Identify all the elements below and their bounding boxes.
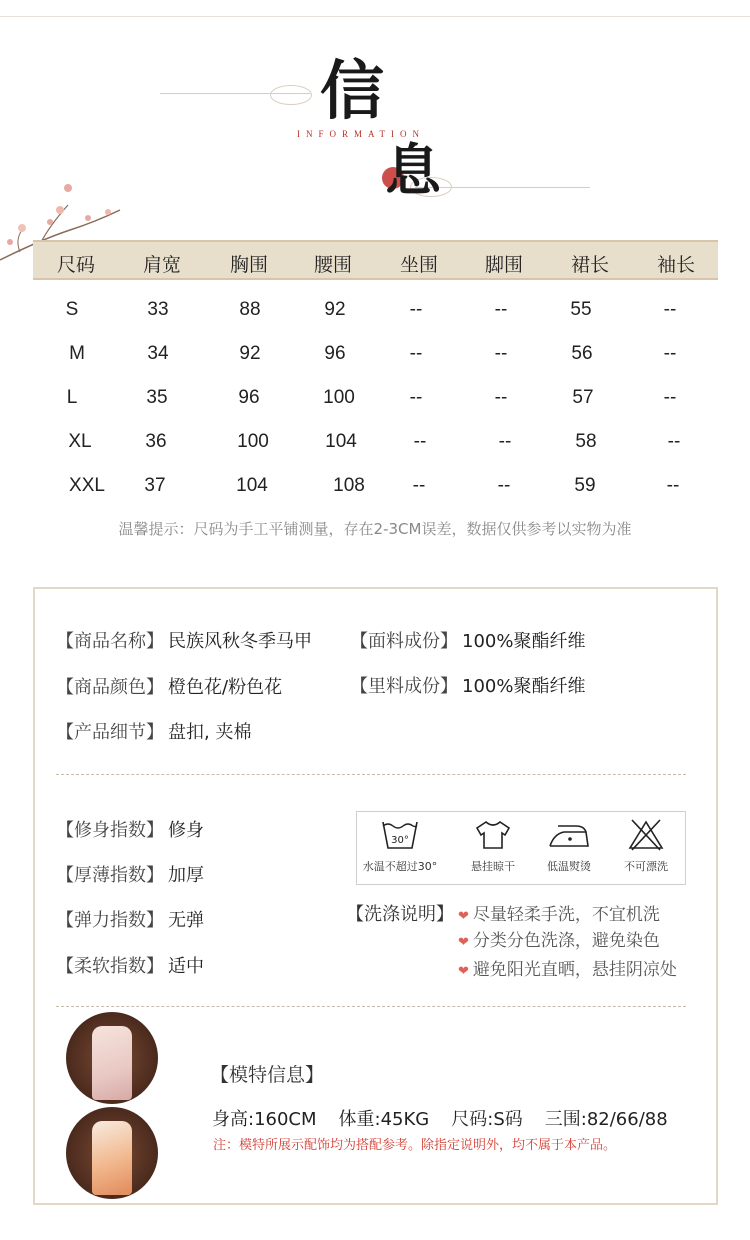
- table-cell: --: [663, 299, 677, 320]
- table-cell: 92: [324, 299, 346, 320]
- model-weight: 体重:45KG: [338, 1109, 430, 1130]
- title-char-2: 息: [385, 138, 441, 204]
- title-char-1: 信: [320, 54, 384, 129]
- table-cell: --: [494, 387, 508, 408]
- soft-index: [56, 952, 204, 978]
- size-row-xl: [0, 431, 750, 461]
- lining-label: 【里料成份】: [350, 676, 458, 697]
- col-hem: 脚围: [484, 254, 524, 276]
- size-row-m: [0, 343, 750, 373]
- no-bleach-caption: 不可漂洗: [624, 860, 668, 873]
- model-photo-orange: [66, 1107, 158, 1199]
- table-cell: --: [663, 387, 677, 408]
- size-tip: 温馨提示：尺码为手工平铺测量，存在2-3CM误差，数据仅供参考以实物为准: [118, 520, 632, 538]
- no-bleach-item: [605, 818, 687, 874]
- model-size: 尺码:S码: [451, 1109, 523, 1130]
- svg-text:30°: 30°: [391, 835, 409, 846]
- vest-orange: [92, 1121, 132, 1195]
- table-cell: XL: [68, 431, 92, 452]
- cloud-ornament: [270, 85, 312, 105]
- soft-index-label: 【柔软指数】: [56, 956, 164, 977]
- care-icons-box: [356, 811, 686, 885]
- size-table-header: [33, 240, 718, 280]
- table-cell: 104: [236, 475, 268, 496]
- table-cell: 35: [146, 387, 168, 408]
- table-cell: --: [498, 431, 512, 452]
- table-cell: 108: [333, 475, 365, 496]
- hang-dry-icon: [473, 818, 513, 852]
- fabric: [350, 627, 585, 653]
- elastic-index: [56, 906, 204, 932]
- table-cell: XXL: [69, 475, 105, 496]
- table-cell: 56: [571, 343, 593, 364]
- table-cell: --: [412, 475, 426, 496]
- model-photo-pink: [66, 1012, 158, 1104]
- title-english: INFORMATION: [297, 129, 426, 139]
- table-cell: --: [409, 343, 423, 364]
- vest-pink: [92, 1026, 132, 1100]
- thickness-index-label: 【厚薄指数】: [56, 865, 164, 886]
- table-cell: 57: [572, 387, 594, 408]
- table-cell: 55: [570, 299, 592, 320]
- no-bleach-icon: [626, 818, 666, 852]
- col-chest: 胸围: [229, 254, 269, 276]
- product-detail: [56, 718, 251, 744]
- col-waist: 腰围: [313, 254, 353, 276]
- table-cell: --: [494, 343, 508, 364]
- hang-dry-caption: 悬挂晾干: [471, 860, 515, 873]
- product-color-label: 【商品颜色】: [56, 677, 164, 698]
- table-cell: 59: [574, 475, 596, 496]
- care-line-2: ❤ 分类分色洗涤，避免染色: [458, 931, 660, 951]
- heart-icon: ❤: [458, 909, 469, 924]
- care-line-3: ❤ 避免阳光直晒，悬挂阴凉处: [458, 960, 677, 980]
- table-cell: --: [666, 475, 680, 496]
- table-cell: 100: [237, 431, 269, 452]
- thickness-index: [56, 861, 204, 887]
- table-cell: 104: [325, 431, 357, 452]
- table-cell: --: [413, 431, 427, 452]
- care-line-1: ❤ 尽量轻柔手洗，不宜机洗: [458, 905, 660, 925]
- soft-index-value: 适中: [168, 956, 204, 977]
- table-cell: --: [409, 299, 423, 320]
- elastic-index-label: 【弹力指数】: [56, 910, 164, 931]
- table-cell: 58: [575, 431, 597, 452]
- fabric-label: 【面料成份】: [350, 631, 458, 652]
- model-measure: 三围:82/66/88: [544, 1109, 668, 1130]
- dashed-divider-2: [56, 1006, 686, 1007]
- table-cell: --: [497, 475, 511, 496]
- table-cell: 36: [145, 431, 167, 452]
- product-name-label: 【商品名称】: [56, 631, 164, 652]
- table-cell: --: [494, 299, 508, 320]
- lining: [350, 672, 585, 698]
- wash-30-caption: 水温不超过30°: [362, 860, 438, 873]
- thickness-index-value: 加厚: [168, 865, 204, 886]
- fit-index: [56, 816, 204, 842]
- product-color: [56, 673, 282, 699]
- size-row-s: [0, 299, 750, 329]
- col-size: 尺码: [56, 254, 96, 276]
- product-color-value: 橙色花/粉色花: [168, 677, 283, 698]
- table-cell: L: [66, 387, 78, 408]
- fit-index-value: 修身: [168, 820, 204, 841]
- product-detail-value: 盘扣, 夹棉: [168, 722, 252, 743]
- care-title: 【洗涤说明】: [346, 904, 454, 925]
- wash-30-icon: [380, 818, 420, 852]
- table-cell: 37: [144, 475, 166, 496]
- product-name: [56, 627, 312, 653]
- col-sleeve: 袖长: [656, 254, 696, 276]
- wash-30-item: [359, 818, 441, 874]
- model-height: 身高:160CM: [212, 1109, 317, 1130]
- low-iron-item: [528, 818, 610, 874]
- hang-dry-item: [452, 818, 534, 874]
- model-title: 【模特信息】: [210, 1064, 325, 1086]
- fit-index-label: 【修身指数】: [56, 820, 164, 841]
- low-iron-icon: [546, 818, 592, 852]
- table-cell: 33: [147, 299, 169, 320]
- model-note: 注：模特所展示配饰均为搭配参考。除指定说明外，均不属于本产品。: [213, 1138, 617, 1153]
- low-iron-caption: 低温熨烫: [547, 860, 591, 873]
- table-cell: 96: [324, 343, 346, 364]
- table-cell: M: [69, 343, 85, 364]
- table-cell: 92: [239, 343, 261, 364]
- col-length: 裙长: [570, 254, 610, 276]
- table-cell: 96: [238, 387, 260, 408]
- product-name-value: 民族风秋冬季马甲: [168, 631, 312, 652]
- table-cell: --: [663, 343, 677, 364]
- info-header: [160, 55, 590, 215]
- elastic-index-value: 无弹: [168, 910, 204, 931]
- table-cell: --: [409, 387, 423, 408]
- table-cell: S: [65, 299, 79, 320]
- lining-value: 100%聚酯纤维: [462, 676, 586, 697]
- size-row-l: [0, 387, 750, 417]
- table-cell: 34: [147, 343, 169, 364]
- table-cell: 100: [323, 387, 355, 408]
- top-divider: [0, 16, 750, 17]
- dashed-divider: [56, 774, 686, 775]
- col-shoulder: 肩宽: [142, 254, 182, 276]
- table-cell: 88: [239, 299, 261, 320]
- col-hip: 坐围: [399, 254, 439, 276]
- heart-icon: ❤: [458, 935, 469, 950]
- table-cell: --: [667, 431, 681, 452]
- model-stats: [212, 1105, 668, 1131]
- product-detail-label: 【产品细节】: [56, 722, 164, 743]
- heart-icon: ❤: [458, 964, 469, 979]
- size-row-xxl: [0, 475, 750, 505]
- fabric-value: 100%聚酯纤维: [462, 631, 586, 652]
